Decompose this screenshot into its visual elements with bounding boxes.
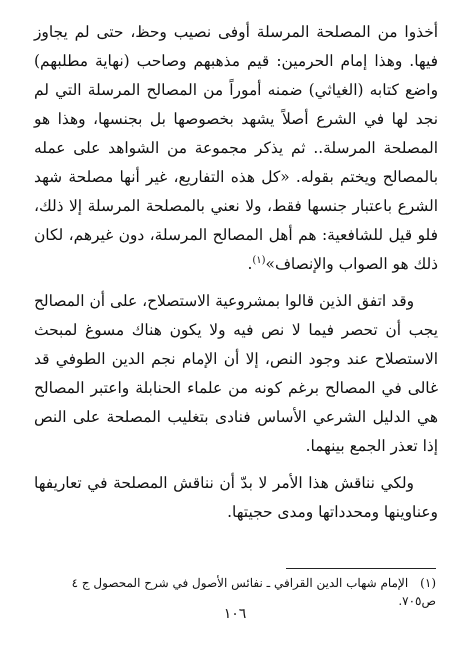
footnote-divider (286, 568, 436, 569)
paragraph-1 (34, 18, 438, 279)
paragraph-3: ولكي نناقش هذا الأمر لا بدّ أن نناقش المصلحة في تعاريفها وعناوينها ومحدداتها ومدى حجيتها. (34, 474, 438, 521)
paragraph-1-end: . (247, 255, 253, 273)
footnote-text: الإمام شهاب الدين القرافي ـ نفائس الأصول في شرح المحصول ج ٤ ص٧٠٥. (71, 576, 436, 608)
footnote (32, 574, 436, 610)
footnote-marker: (١) (252, 254, 266, 266)
paragraph-1-text: أخذوا من المصلحة المرسلة أوفى نصيب وحظ، حتى لم يجاوز فيها. وهذا إمام الحرمين: قيم مذهبهم وصاحب (نهاية مطلبهم) واضع كتابه (الغياثي) ضمنه أموراً من المصالح المرسلة التي لم نجد لها في الشرع أصلاً يشهد بخصوصها بل بجنسها، وهذا هو المصلحة المرسلة.. ثم يذكر مجموعة من الشواهد على عمله بالمصالح ويختم بقوله. «كل هذه التفاريع، غير أنها مصلحة شهد الشرع باعتبار جنسها فقط، ولا نعني بالمصلحة المرسلة إلا ذلك، فلو قيل للشافعية: هم أهل المصالح المرسلة، دون غيرهم، لكان ذلك هو الصواب والإنصاف» (34, 23, 438, 273)
main-text (34, 18, 438, 527)
footnote-number: (١) (420, 576, 436, 590)
page-number: ١٠٦ (223, 606, 247, 622)
paragraph-2: وقد اتفق الذين قالوا بمشروعية الاستصلاح، على أن المصالح يجب أن تحصر فيما لا نص فيه ولا يكون هناك مسوغ لمبحث الاستصلاح عند وجود النص، إلا أن الإمام نجم الدين الطوفي قد غالى في المصالح برغم كونه من علماء الحنابلة واعتبر المصالح هي الدليل الشرعي الأساس فنادى بتغليب المصلحة على النص إذا تعذر الجمع بينهما. (34, 292, 438, 455)
